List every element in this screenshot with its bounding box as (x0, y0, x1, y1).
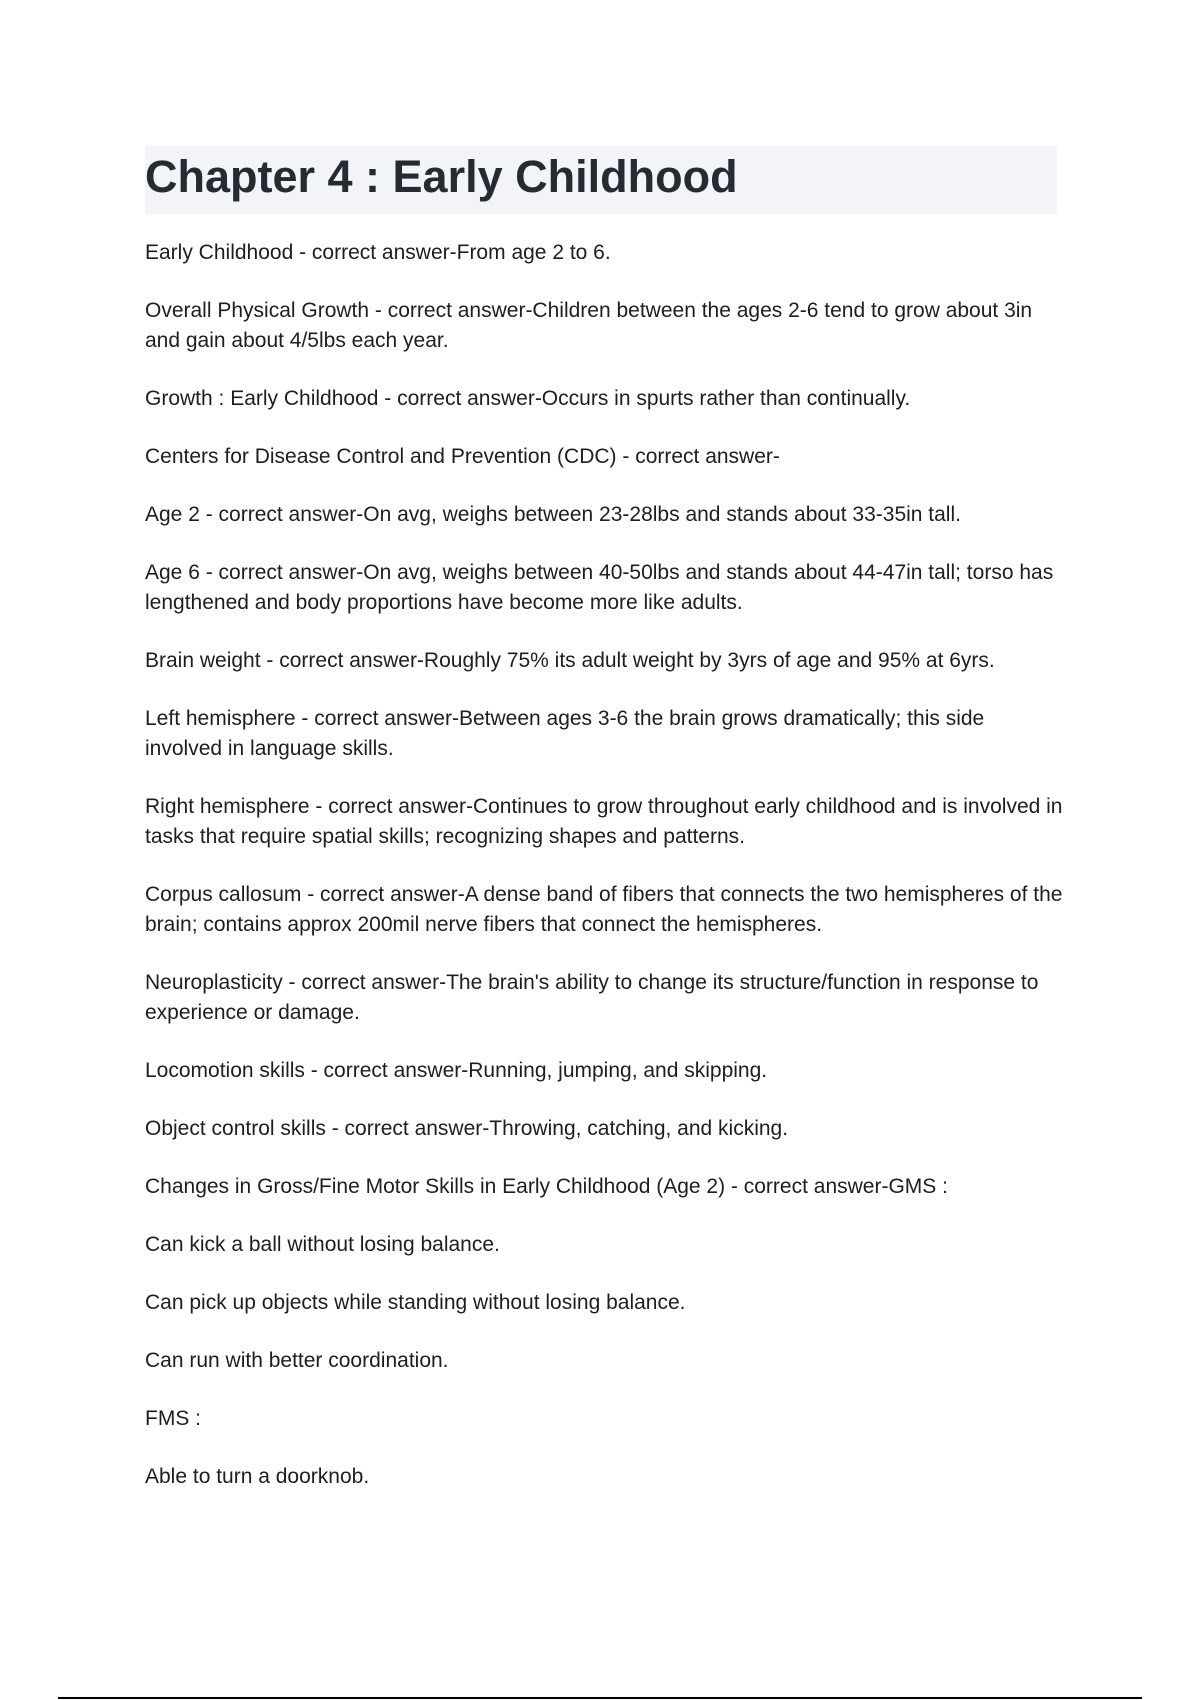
paragraph: Can pick up objects while standing without losing balance. (145, 1291, 686, 1314)
paragraph: Able to turn a doorknob. (145, 1465, 370, 1488)
paragraph: Early Childhood - correct answer-From age 2 to 6. (145, 241, 611, 264)
paragraph: Object control skills - correct answer-Throwing, catching, and kicking. (145, 1117, 789, 1140)
paragraph: Age 6 - correct answer-On avg, weighs between 40-50lbs and stands about 44-47in tall; torso has lengthened and body proportions have become more like adults. (145, 561, 1054, 614)
paragraph: Brain weight - correct answer-Roughly 75% its adult weight by 3yrs of age and 95% at 6yrs. (145, 649, 995, 672)
document-body (145, 238, 1065, 1520)
paragraph: Left hemisphere - correct answer-Between ages 3-6 the brain grows dramatically; this side involved in language skills. (145, 707, 985, 760)
paragraph: Overall Physical Growth - correct answer-Children between the ages 2-6 tend to grow about 3in and gain about 4/5lbs each year. (145, 299, 1033, 352)
page-title: Chapter 4 : Early Childhood (145, 151, 738, 202)
paragraph: Age 2 - correct answer-On avg, weighs between 23-28lbs and stands about 33-35in tall. (145, 503, 961, 526)
paragraph: Corpus callosum - correct answer-A dense band of fibers that connects the two hemispheres of the brain; contains approx 200mil nerve fibers that connect the hemispheres. (145, 883, 1063, 936)
paragraph: Locomotion skills - correct answer-Running, jumping, and skipping. (145, 1059, 768, 1082)
paragraph: Neuroplasticity - correct answer-The brain's ability to change its structure/function in response to experience or damage. (145, 971, 1039, 1024)
paragraph: Growth : Early Childhood - correct answer-Occurs in spurts rather than continually. (145, 387, 911, 410)
paragraph: Changes in Gross/Fine Motor Skills in Early Childhood (Age 2) - correct answer-GMS : (145, 1175, 948, 1198)
paragraph: Can run with better coordination. (145, 1349, 449, 1372)
paragraph: Centers for Disease Control and Prevention (CDC) - correct answer- (145, 445, 780, 468)
paragraph: Right hemisphere - correct answer-Continues to grow throughout early childhood and is involved in tasks that require spatial skills; recognizing shapes and patterns. (145, 795, 1063, 848)
title-banner (145, 146, 1057, 214)
paragraph: Can kick a ball without losing balance. (145, 1233, 500, 1256)
paragraph: FMS : (145, 1407, 201, 1430)
footer-divider (58, 1697, 1142, 1699)
